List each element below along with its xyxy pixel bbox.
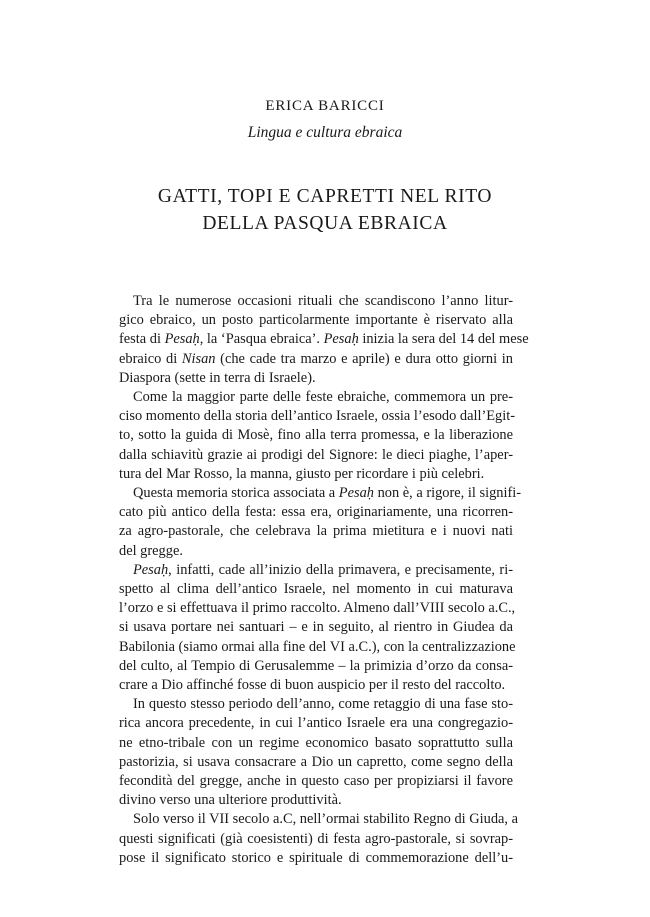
- text-line: gico ebraico, un posto particolarmente importante è riservato alla: [119, 312, 513, 329]
- text-line: spetto al clima dell’antico Israele, nel momento in cui maturava: [119, 581, 513, 598]
- article-body: [119, 292, 529, 868]
- text-line: to, sotto la guida di Mosè, fino alla terra promessa, e la liberazione: [119, 427, 513, 444]
- paragraph: [119, 292, 529, 388]
- text-line: ne etno-tribale con un regime economico basato soprattutto sulla: [119, 734, 513, 751]
- author-affiliation: Lingua e cultura ebraica: [247, 124, 403, 141]
- article-title: [0, 183, 650, 237]
- text-line: Diaspora (sette in terra di Israele).: [119, 369, 316, 386]
- text-line: crare a Dio affinché fosse di buon auspicio per il resto del raccolto.: [119, 677, 506, 694]
- text-line: Questa memoria storica associata a Pesaḥ non è, a rigore, il signifi-: [133, 485, 522, 502]
- paragraph: [119, 388, 516, 484]
- text-line: l’orzo e si effettuava il primo raccolto. Almeno dall’VIII secolo a.C.,: [119, 600, 516, 617]
- text-line: In questo stesso periodo dell’anno, come retaggio di una fase sto-: [133, 696, 513, 713]
- text-line: festa di Pesaḥ, la ‘Pasqua ebraica’. Pesaḥ inizia la sera del 14 del mese: [119, 331, 529, 348]
- text-line: Tra le numerose occasioni rituali che scandiscono l’anno litur-: [133, 293, 513, 309]
- text-line: cato più antico della festa: essa era, originariamente, una ricorren-: [119, 504, 513, 521]
- text-line: Come la maggior parte delle feste ebraiche, commemora un pre-: [133, 389, 513, 406]
- text-line: si usava portare nei santuari – e in seguito, al rientro in Giudea da: [119, 619, 513, 636]
- text-line: del culto, al Tempio di Gerusalemme – la primizia d’orzo da consa-: [119, 657, 513, 674]
- text-line: divino verso una ulteriore produttività.: [119, 792, 342, 809]
- text-line: Pesaḥ, infatti, cade all’inizio della primavera, e precisamente, ri-: [133, 561, 513, 578]
- paragraph: [119, 695, 513, 810]
- text-line: Solo verso il VII secolo a.C, nell’ormai stabilito Regno di Giuda, a: [133, 811, 519, 828]
- text-line: dalla schiavitù grazie ai prodigi del Signore: le dieci piaghe, l’aper-: [119, 446, 513, 463]
- text-line: questi significati (già coesistenti) di festa agro-pastorale, si sovrap-: [119, 830, 513, 847]
- text-line: ebraico di Nisan (che cade tra marzo e aprile) e dura otto giorni in: [119, 350, 513, 367]
- text-line: za agro-pastorale, che celebrava la prima mietitura e i nuovi nati: [119, 523, 513, 540]
- paragraph: [119, 810, 519, 868]
- paragraph: [119, 561, 516, 695]
- text-line: ciso momento della storia dell’antico Israele, ossia l’esodo dall’Egit-: [119, 408, 516, 425]
- text-line: pose il significato storico e spirituale di commemorazione dell’u-: [119, 849, 513, 866]
- text-line: del gregge.: [119, 542, 183, 559]
- text-line: fecondità del gregge, anche in questo caso per propiziarsi il favore: [119, 773, 513, 790]
- title-line: GATTI, TOPI E CAPRETTI NEL RITO: [157, 186, 493, 207]
- text-line: tura del Mar Rosso, la manna, giusto per ricordare i più celebri.: [119, 465, 485, 482]
- text-line: Babilonia (siamo ormai alla fine del VI a.C.), con la centralizzazione: [119, 638, 516, 655]
- author-name: ERICA BARICCI: [265, 98, 385, 114]
- paragraph: [119, 484, 522, 561]
- text-line: rica ancora precedente, in cui l’antico Israele era una congregazio-: [119, 715, 513, 732]
- title-line: DELLA PASQUA EBRAICA: [202, 213, 448, 234]
- text-line: pastorizia, si usava consacrare a Dio un capretto, come segno della: [119, 753, 513, 770]
